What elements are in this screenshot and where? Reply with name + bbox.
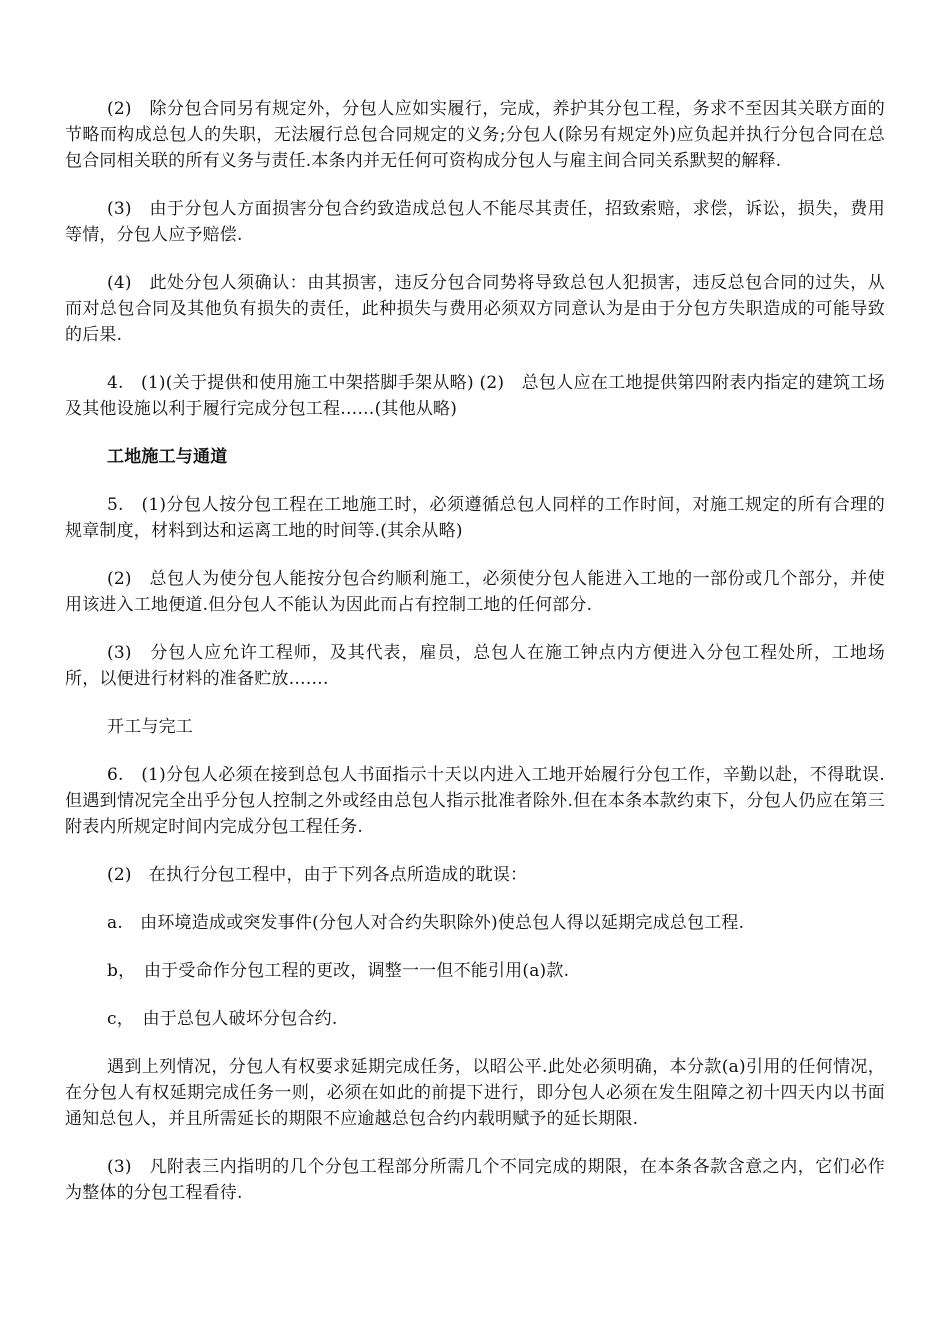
section-heading-start-completion: 开工与完工 — [107, 717, 193, 737]
paragraph-article-4: 4. (1)(关于提供和使用施工中架搭脚手架从略) (2) 总包人应在工地提供第四附表内指定的建筑工场及其他设施以利于履行完成分包工程……(其他从略) — [65, 373, 885, 419]
paragraph-article-5-2: (2) 总包人为使分包人能按分包合约顺利施工，必须使分包人能进入工地的一部份或几个部分，并使用该进入工地便道.但分包人不能认为因此而占有控制工地的任何部分. — [65, 569, 885, 615]
paragraph-clause-4: (4) 此处分包人须确认：由其损害，违反分包合同势将导致总包人犯损害，违反总包合同的过失，从而对总包合同及其他负有损失的责任，此种损失与费用必须双方同意认为是由于分包方失职造成的可能导致的后果. — [65, 273, 885, 345]
paragraph-clause-3: (3) 由于分包人方面损害分包合约致造成总包人不能尽其责任，招致索赔，求偿，诉讼，损失，费用等情，分包人应予赔偿. — [65, 199, 885, 245]
paragraph-clause-2: (2) 除分包合同另有规定外，分包人应如实履行，完成，养护其分包工程，务求不至因其关联方面的节略而构成总包人的失职，无法履行总包合同规定的义务;分包人(除另有规定外)应负起并执行分包合同在总包合同相关联的所有义务与责任.本条内并无任何可资构成分包人与雇主间合同关系默契的解释. — [65, 99, 885, 171]
list-item-c: c， 由于总包人破坏分包合约. — [107, 1009, 338, 1029]
paragraph-article-5-3: (3) 分包人应允许工程师，及其代表，雇员，总包人在施工钟点内方便进入分包工程处所，工地场所，以便进行材料的准备贮放……. — [65, 643, 885, 689]
paragraph-article-6-3: (3) 凡附表三内指明的几个分包工程部分所需几个不同完成的期限，在本条各款含意之内，它们必作为整体的分包工程看待. — [65, 1157, 885, 1203]
section-heading-site-access: 工地施工与通道 — [107, 447, 228, 467]
paragraph-extension-conditions: 遇到上列情况，分包人有权要求延期完成任务，以昭公平.此处必须明确，本分款(a)引用的任何情况，在分包人有权延期完成任务一则，必须在如此的前提下进行，即分包人必须在发生阻障之初十四天内以书面通知总包人，并且所需延长的期限不应逾越总包合约内载明赋予的延长期限. — [65, 1057, 885, 1129]
document-page — [65, 96, 885, 1228]
list-item-b: b， 由于受命作分包工程的更改，调整一一但不能引用(a)款. — [107, 961, 570, 981]
paragraph-article-6-2: (2) 在执行分包工程中，由于下列各点所造成的耽误： — [107, 865, 528, 885]
list-item-a: a. 由环境造成或突发事件(分包人对合约失职除外)使总包人得以延期完成总包工程. — [107, 913, 745, 933]
paragraph-article-5-1: 5. (1)分包人按分包工程在工地施工时，必须遵循总包人同样的工作时间，对施工规定的所有合理的规章制度，材料到达和运离工地的时间等.(其余从略) — [65, 495, 885, 541]
paragraph-article-6-1: 6. (1)分包人必须在接到总包人书面指示十天以内进入工地开始履行分包工作，辛勤以赴，不得耽误.但遇到情况完全出乎分包人控制之外或经由总包人指示批准者除外.但在本条本款约束下，分包人仍应在第三附表内所规定时间内完成分包工程任务. — [65, 765, 885, 837]
